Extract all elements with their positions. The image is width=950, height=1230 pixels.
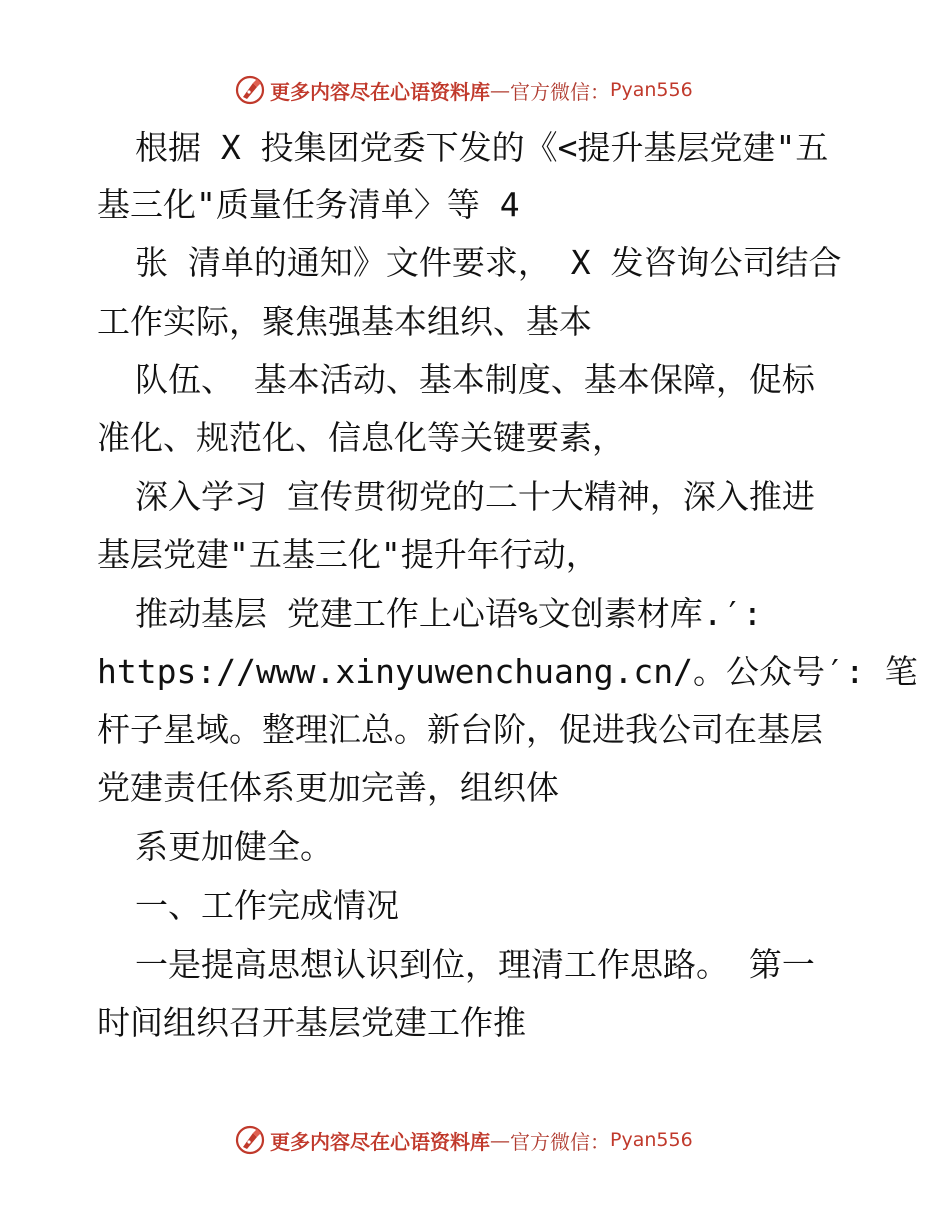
banner-sub-text: 官方微信： [510, 79, 610, 104]
banner-dash: — [490, 1128, 510, 1152]
paragraph-line: 张 清单的通知》文件要求， X 发咨询公司结合 [135, 243, 842, 282]
banner-sub-text: 官方微信： [510, 1129, 610, 1154]
paragraph-line: https://www.xinyuwenchuang.cn/。公众号′: 笔 [97, 652, 918, 691]
paragraph-line: 工作实际，聚焦强基本组织、基本 [97, 302, 592, 341]
paragraph-line: 基三化"质量任务清单〉等 4 [97, 185, 520, 224]
paragraph-line: 基层党建"五基三化"提升年行动， [97, 535, 599, 574]
paragraph-line: 根据 X 投集团党委下发的《<提升基层党建"五 [135, 128, 829, 167]
paragraph-line: 系更加健全。 [135, 827, 333, 866]
paragraph-line: 杆子星域。整理汇总。新台阶，促进我公司在基层 [97, 710, 823, 749]
banner-wechat-id: Pyan556 [610, 1129, 693, 1151]
pen-nib-logo-icon [234, 74, 266, 106]
paragraph-line: 推动基层 党建工作上心语%文创素材库.′: [135, 594, 763, 633]
banner-dash: — [490, 78, 510, 102]
banner-wechat-id: Pyan556 [610, 79, 693, 101]
section-heading: 一、工作完成情况 [135, 886, 399, 925]
paragraph-line: 深入学习 宣传贯彻党的二十大精神，深入推进 [135, 477, 815, 516]
paragraph-line: 时间组织召开基层党建工作推 [97, 1003, 526, 1042]
banner-main-text: 更多内容尽在心语资料库 [270, 1129, 490, 1154]
paragraph-line: 准化、规范化、信息化等关键要素， [97, 418, 625, 457]
paragraph-line: 队伍、 基本活动、基本制度、基本保障，促标 [135, 360, 815, 399]
footer-watermark-banner [234, 1123, 693, 1157]
header-watermark-banner [234, 73, 693, 107]
banner-main-text: 更多内容尽在心语资料库 [270, 79, 490, 104]
paragraph-line: 一是提高思想认识到位，理清工作思路。 第一 [135, 945, 815, 984]
pen-nib-logo-icon [234, 1124, 266, 1156]
paragraph-line: 党建责任体系更加完善，组织体 [97, 768, 559, 807]
